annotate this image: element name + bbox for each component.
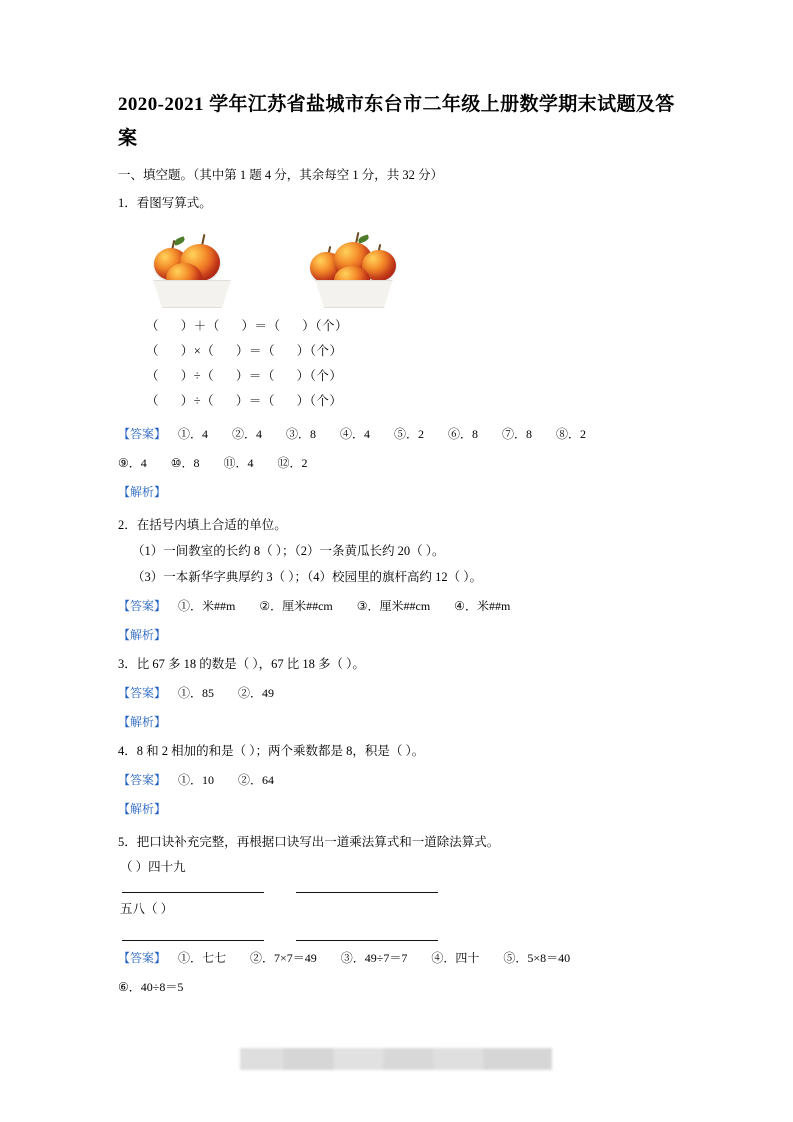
question-2-body-2: （3）一本新华字典厚约 3（ ）；（4）校园里的旗杆高约 12（ ）。: [132, 570, 483, 584]
question-1-equation-4: （ ）÷（ ）＝（ ）（个）: [146, 394, 343, 408]
question-4-answer-row: [118, 767, 675, 793]
question-1-equation-2: （ ）×（ ）＝（ ）（个）: [146, 344, 343, 358]
question-5-line-1: （ ）四十九: [120, 860, 186, 874]
question-4-answers: ①．10 ②．64: [178, 773, 275, 787]
question-2-stem: 2．在括号内填上合适的单位。: [118, 518, 287, 532]
apple-basket-four-icon: [294, 230, 412, 308]
question-1-figures: [132, 226, 675, 308]
question-5-blank-lines-row-1: [122, 891, 675, 893]
page-title: 2020-2021 学年江苏省盐城市东台市二年级上册数学期末试题及答案: [118, 94, 675, 149]
apple-basket-three-icon: [132, 230, 250, 308]
answer-label: 【答案】: [118, 951, 167, 965]
question-2-answer-row: [118, 593, 675, 619]
question-1-equation-3: （ ）÷（ ）＝（ ）（个）: [146, 369, 343, 383]
question-1-analysis-row: [118, 479, 675, 505]
question-4-analysis-row: [118, 796, 675, 822]
analysis-label: 【解析】: [118, 628, 167, 642]
question-1-equation-1: （ ）＋（ ）＝（ ）（个）: [146, 319, 349, 333]
section-heading: 一、填空题。（其中第 1 题 4 分，其余每空 1 分，共 32 分）: [118, 168, 444, 182]
question-1-answers-line2: ⑨．4 ⑩．8 ⑪．4 ⑫．2: [118, 456, 308, 470]
analysis-label: 【解析】: [118, 802, 167, 816]
answer-line: [296, 939, 438, 941]
question-2-body-1: （1）一间教室的长约 8（ ）；（2）一条黄瓜长约 20（ ）。: [132, 544, 445, 558]
question-5-line-2: 五八（ ）: [120, 902, 174, 916]
answer-label: 【答案】: [118, 686, 167, 700]
question-1-stem: 1．看图写算式。: [118, 196, 212, 210]
answer-line: [122, 891, 264, 893]
question-2-answers: ①．米##m ②．厘米##cm ③．厘米##cm ④．米##m: [178, 599, 511, 613]
question-3-answer-row: [118, 680, 675, 706]
answer-line: [296, 891, 438, 893]
question-5-stem: 5．把口诀补充完整，再根据口诀写出一道乘法算式和一道除法算式。: [118, 835, 500, 849]
question-5-blank-lines-row-2: [122, 939, 675, 941]
question-5-answers-line1: ①．七七 ②．7×7＝49 ③．49÷7＝7 ④．四十 ⑤．5×8＝40: [178, 951, 571, 965]
question-3-analysis-row: [118, 709, 675, 735]
analysis-label: 【解析】: [118, 715, 167, 729]
answer-label: 【答案】: [118, 773, 167, 787]
answer-label: 【答案】: [118, 599, 167, 613]
answer-label: 【答案】: [118, 427, 167, 441]
question-4-stem: 4．8 和 2 相加的和是（ ）；两个乘数都是 8，积是（ ）。: [118, 744, 425, 758]
question-5-answers-line2: ⑥．40÷8＝5: [118, 980, 184, 994]
answer-line: [122, 939, 264, 941]
watermark-blur: [240, 1048, 552, 1070]
question-5-answer-row-2: [118, 974, 675, 1000]
question-3-stem: 3．比 67 多 18 的数是（ ），67 比 18 多（ ）。: [118, 657, 365, 671]
analysis-label: 【解析】: [118, 485, 167, 499]
question-1-answer-row-2: [118, 450, 675, 476]
question-5-answer-row-1: [118, 945, 675, 971]
question-2-analysis-row: [118, 622, 675, 648]
question-3-answers: ①．85 ②．49: [178, 686, 275, 700]
question-1-answers-line1: ①．4 ②．4 ③．8 ④．4 ⑤．2 ⑥．8 ⑦．8 ⑧．2: [178, 427, 587, 441]
question-1-answer-row-1: [118, 421, 675, 447]
